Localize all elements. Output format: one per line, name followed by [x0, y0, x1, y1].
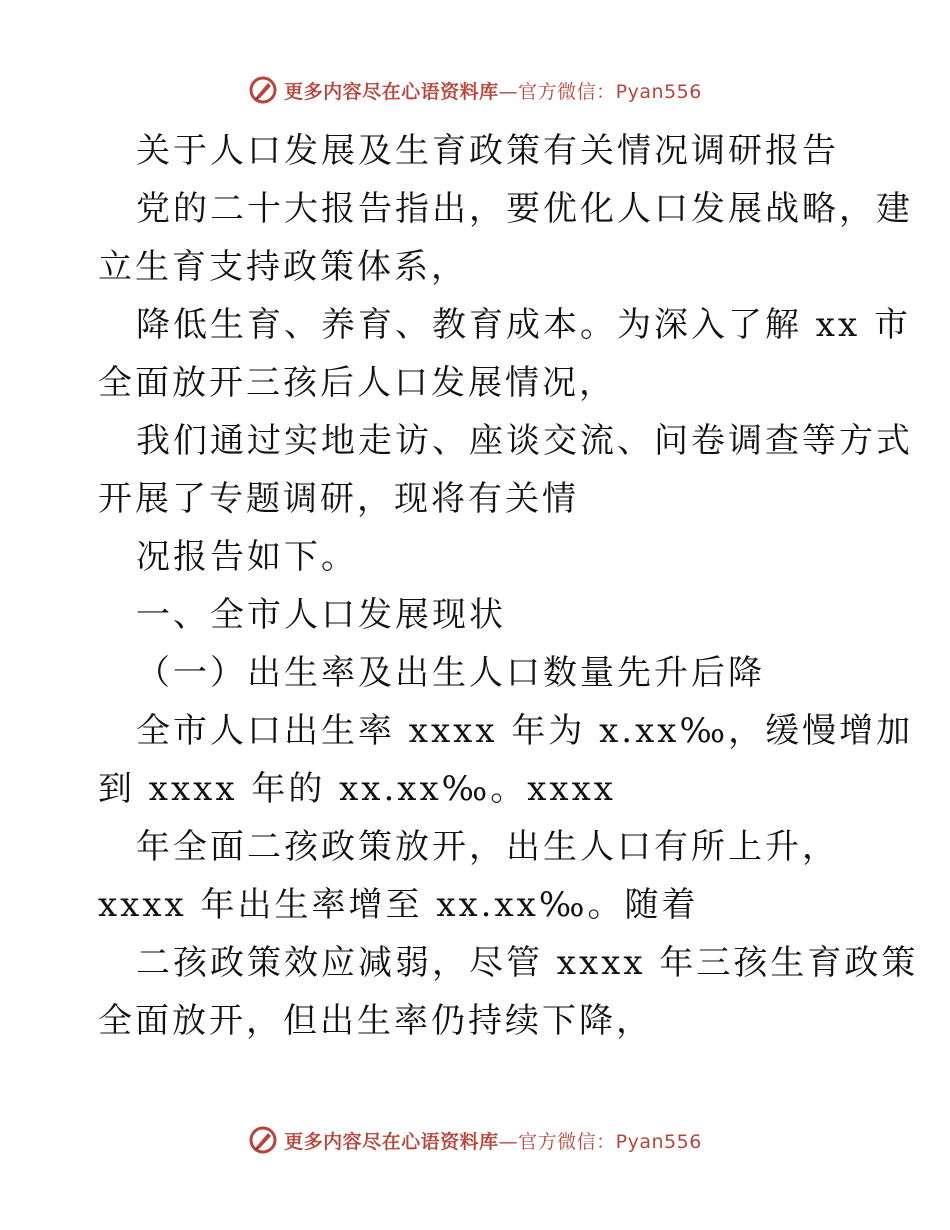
pen-logo-icon	[248, 1125, 278, 1155]
document-body	[98, 122, 919, 1050]
watermark-main-text: 更多内容尽在心语资料库	[284, 1130, 499, 1153]
footer-watermark	[0, 1120, 950, 1160]
watermark-sub-text: —官方微信：Pyan556	[498, 1130, 702, 1153]
watermark-main-text: 更多内容尽在心语资料库	[284, 80, 499, 103]
text-line: 降低生育、养育、教育成本。为深入了解 xx 市	[136, 305, 911, 345]
text-line: 全市人口出生率 xxxx 年为 x.xx‰，缓慢增加	[136, 711, 914, 751]
text-line: 全面放开三孩后人口发展情况，	[98, 363, 616, 403]
text-line: 一、全市人口发展现状	[136, 595, 506, 635]
text-line: 全面放开，但出生率仍持续下降，	[98, 1001, 653, 1041]
text-line: 我们通过实地走访、座谈交流、问卷调查等方式	[136, 421, 913, 461]
watermark-sub-text: —官方微信：Pyan556	[498, 80, 702, 103]
text-line: 立生育支持政策体系，	[98, 247, 468, 287]
text-line: 况报告如下。	[136, 537, 358, 577]
text-line: 二孩政策效应减弱，尽管 xxxx 年三孩生育政策	[136, 943, 919, 983]
text-line: 开展了专题调研，现将有关情	[98, 479, 579, 519]
text-line: （一）出生率及出生人口数量先升后降	[136, 653, 765, 693]
header-watermark	[0, 70, 950, 110]
pen-logo-icon	[248, 75, 278, 105]
text-line: xxxx 年出生率增至 xx.xx‰。随着	[98, 885, 699, 925]
text-line: 到 xxxx 年的 xx.xx‰。xxxx	[98, 769, 616, 809]
text-line: 党的二十大报告指出，要优化人口发展战略，建	[136, 189, 913, 229]
text-line: 关于人口发展及生育政策有关情况调研报告	[136, 131, 839, 171]
text-line: 年全面二孩政策放开，出生人口有所上升，	[136, 827, 839, 867]
